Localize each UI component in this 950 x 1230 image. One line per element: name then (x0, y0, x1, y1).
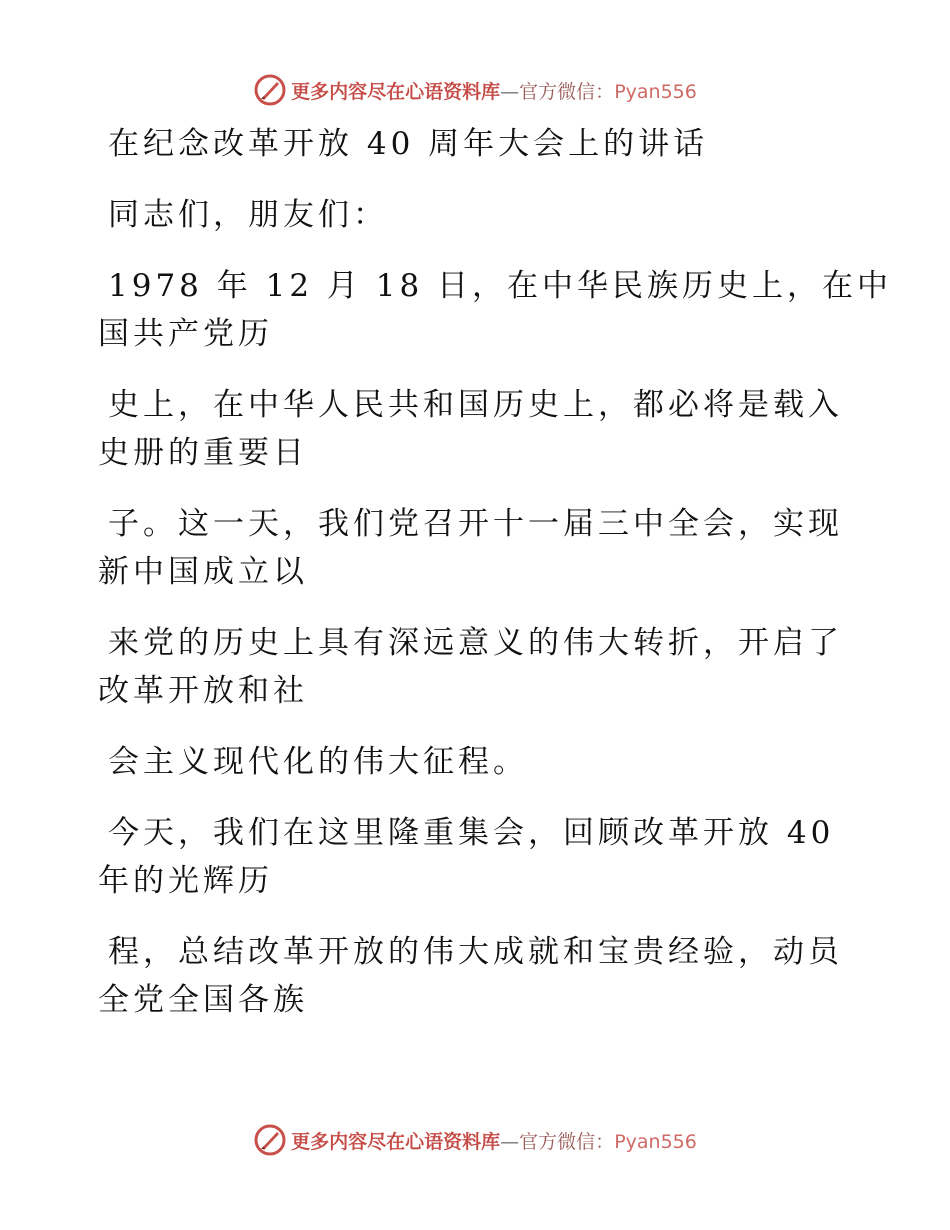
document-title: 在纪念改革开放 40 周年大会上的讲话 (108, 126, 709, 162)
paragraph-line: 国共产党历 (98, 316, 273, 352)
paragraph-line: 年的光辉历 (98, 863, 273, 899)
document-body (98, 120, 893, 1024)
watermark-wechat-id: Pyan556 (614, 80, 697, 103)
watermark-wechat-id: Pyan556 (614, 1130, 697, 1153)
footer-watermark-banner (0, 1120, 950, 1160)
paragraph-line: 程，总结改革开放的伟大成就和宝贵经验，动员 (108, 934, 843, 970)
paragraph-line: 1978 年 12 月 18 日，在中华民族历史上，在中 (108, 268, 893, 304)
header-watermark-banner (0, 70, 950, 110)
watermark-separator: — (500, 80, 520, 103)
watermark-wechat-label: 官方微信： (519, 80, 615, 103)
watermark-separator: — (500, 1130, 520, 1153)
paragraph-line: 史册的重要日 (98, 435, 308, 471)
paragraph-line: 史上，在中华人民共和国历史上，都必将是载入 (108, 387, 843, 423)
quill-pen-logo-icon (253, 73, 287, 107)
watermark-text (291, 1127, 697, 1154)
watermark-wechat-label: 官方微信： (519, 1130, 615, 1153)
paragraph-line: 改革开放和社 (98, 673, 308, 709)
paragraph-line: 来党的历史上具有深远意义的伟大转折，开启了 (108, 625, 843, 661)
quill-pen-logo-icon (253, 1123, 287, 1157)
watermark-brand: 更多内容尽在心语资料库 (291, 1130, 501, 1153)
paragraph-line: 新中国成立以 (98, 554, 308, 590)
paragraph-line: 会主义现代化的伟大征程。 (108, 744, 528, 780)
paragraph-line: 全党全国各族 (98, 982, 308, 1018)
watermark-brand: 更多内容尽在心语资料库 (291, 80, 501, 103)
paragraph-line: 今天，我们在这里隆重集会，回顾改革开放 40 (108, 815, 835, 851)
paragraph-line: 子。这一天，我们党召开十一届三中全会，实现 (108, 506, 843, 542)
document-greeting: 同志们，朋友们： (108, 197, 388, 233)
watermark-text (291, 77, 697, 104)
